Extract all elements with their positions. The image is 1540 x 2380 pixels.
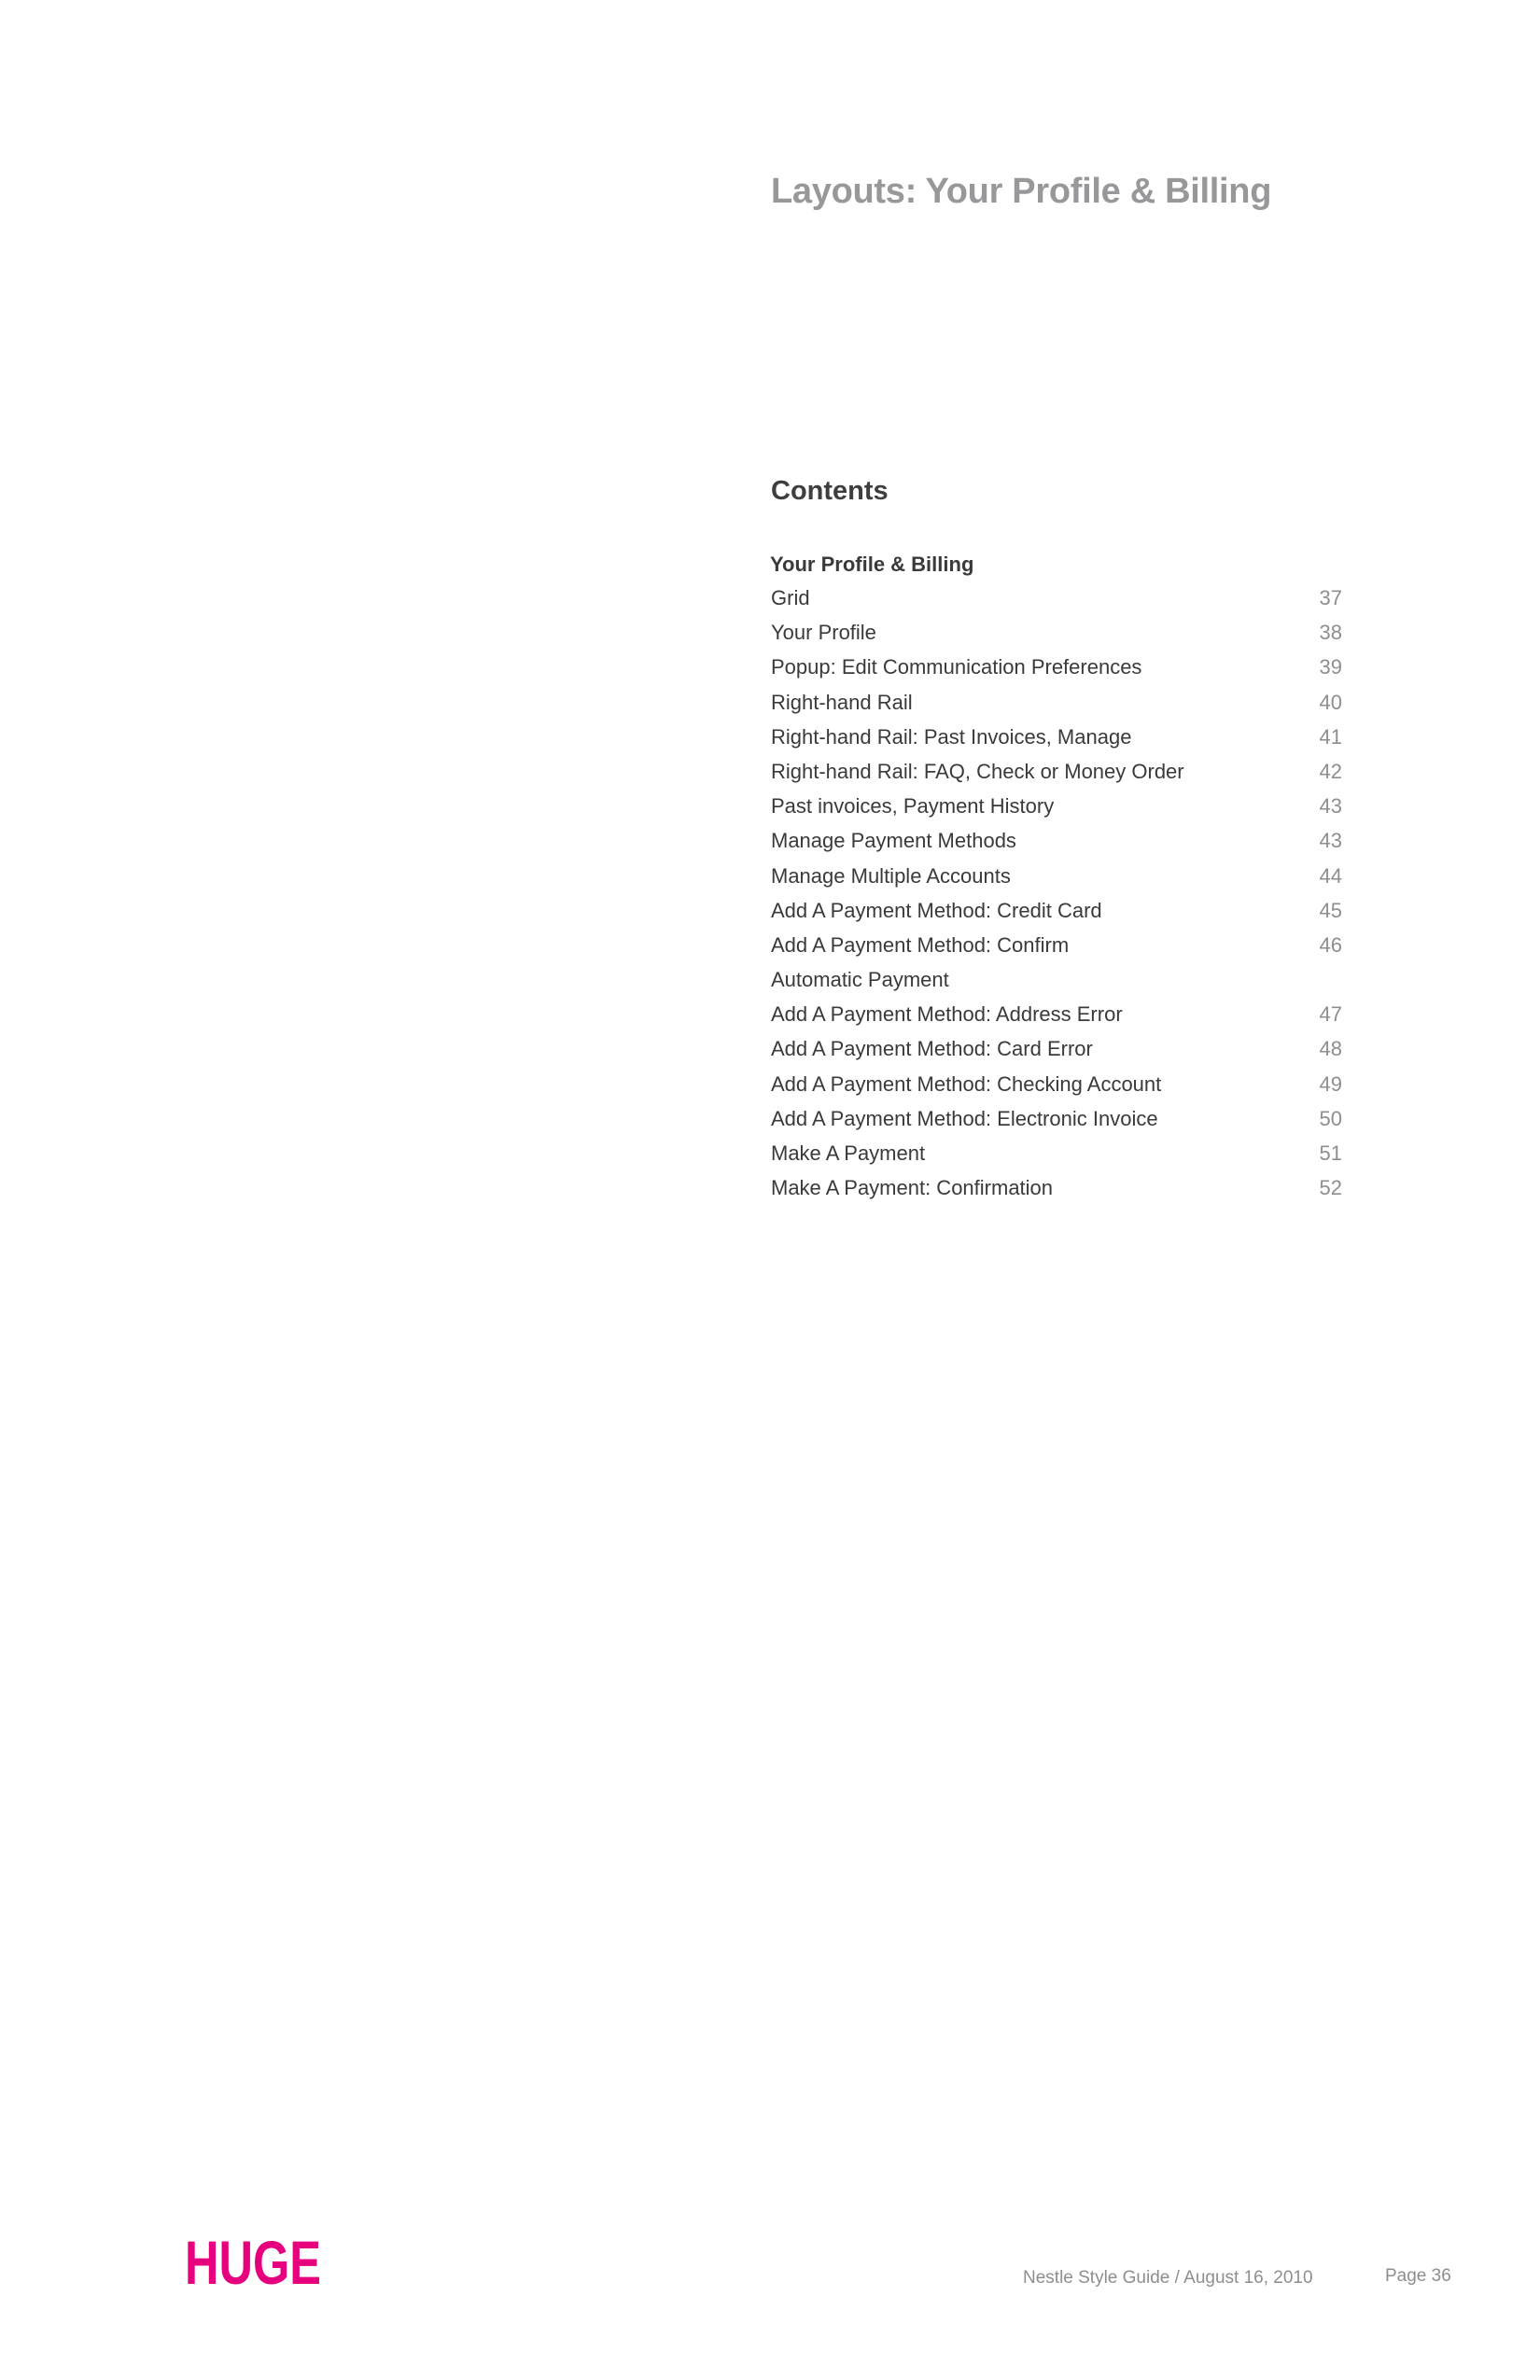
toc-item-page-number: 43 [1319,794,1342,819]
toc-item-label: Manage Multiple Accounts [771,863,1011,888]
toc-item[interactable] [771,1170,1342,1205]
toc-item[interactable] [771,720,1342,754]
toc-item-page-number: 52 [1319,1176,1342,1200]
toc-item-page-number: 44 [1319,863,1342,888]
toc-item-page-number: 51 [1319,1141,1342,1165]
toc-item-label: Right-hand Rail: Past Invoices, Manage [771,724,1132,749]
toc-item[interactable] [771,859,1342,893]
toc-item-label: Add A Payment Method: Credit Card [771,898,1102,922]
toc-item[interactable] [771,893,1342,928]
huge-logo [185,2228,321,2297]
page-title: Layouts: Your Profile & Billing [771,172,1272,211]
toc-item-page-number: 41 [1319,724,1342,749]
toc-item-page-number: 48 [1319,1037,1342,1061]
contents-heading: Contents [771,476,889,506]
toc-item-page-number: 50 [1319,1106,1342,1130]
toc-item-label: Past invoices, Payment History [771,794,1055,819]
toc-item-label: Manage Payment Methods [771,829,1016,853]
toc-item-label: Grid [771,586,810,609]
toc-item-page-number: 42 [1319,759,1342,783]
toc-item-label: Add A Payment Method: Checking Account [771,1071,1162,1096]
toc-item-page-number: 40 [1319,690,1342,714]
toc-item[interactable] [771,1067,1342,1101]
toc-item-label: Popup: Edit Communication Preferences [771,655,1142,679]
toc-section-title: Your Profile & Billing [770,553,974,576]
toc-item-label: Make A Payment [771,1141,926,1165]
toc-item-page-number: 38 [1319,621,1342,645]
toc-item[interactable] [771,754,1342,789]
toc-item-page-number: 49 [1319,1071,1342,1096]
toc-item-label: Add A Payment Method: Confirm [771,932,1070,957]
toc-item[interactable] [771,1031,1342,1066]
toc-item[interactable] [771,1136,1342,1170]
toc-item-page-number: 46 [1319,932,1342,957]
toc-item[interactable] [771,823,1342,858]
toc-item[interactable] [771,789,1342,823]
toc-item-label: Make A Payment: Confirmation [771,1176,1054,1200]
toc-item[interactable] [771,581,1342,615]
toc-item[interactable] [771,650,1342,684]
toc-item-page-number: 37 [1319,586,1342,609]
toc-item-label: Add A Payment Method: Card Error [771,1037,1093,1061]
table-of-contents [771,581,1342,1205]
toc-item-page-number: 39 [1319,655,1342,679]
footer-page-number: Page 36 [1385,2266,1451,2286]
toc-item-page-number: 45 [1319,898,1342,922]
toc-item-page-number: 43 [1319,829,1342,853]
toc-item-label: Your Profile [771,621,876,645]
toc-item-page-number: 47 [1319,1002,1342,1027]
toc-item[interactable] [771,962,1342,997]
toc-item-label: Right-hand Rail [771,690,913,714]
toc-item-label: Add A Payment Method: Electronic Invoice [771,1106,1158,1130]
toc-item[interactable] [771,928,1342,962]
toc-item[interactable] [771,615,1342,650]
toc-item[interactable] [771,997,1342,1031]
toc-item-label: Automatic Payment [771,968,949,992]
toc-item-label: Right-hand Rail: FAQ, Check or Money Order [771,759,1184,783]
toc-item[interactable] [771,1101,1342,1136]
toc-item[interactable] [771,685,1342,720]
toc-item-label: Add A Payment Method: Address Error [771,1002,1123,1027]
footer-guide-text: Nestle Style Guide / August 16, 2010 [1023,2268,1313,2288]
huge-logo-text: HUGE [185,2228,321,2297]
